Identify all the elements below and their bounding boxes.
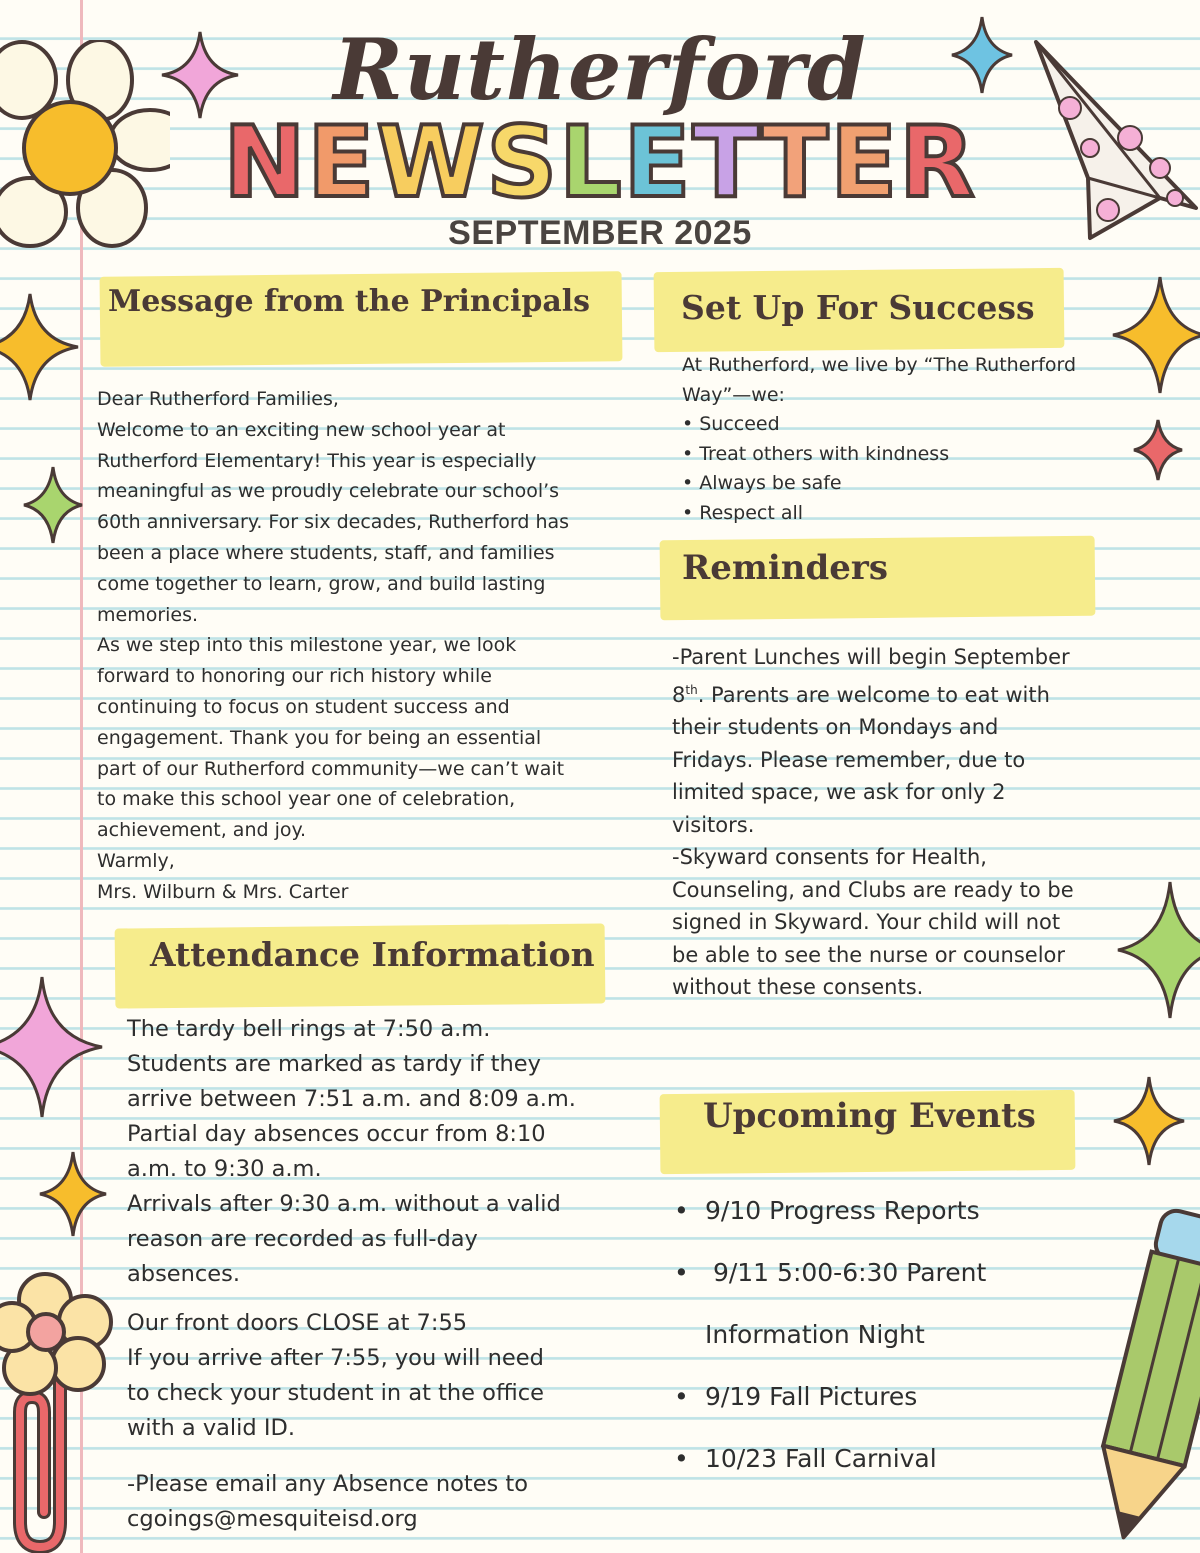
- text-line: signed in Skyward. Your child will not: [672, 910, 1061, 934]
- success-heading: Set Up For Success: [681, 288, 1035, 327]
- attendance-tardy-info: [127, 1012, 576, 1292]
- title-letter: L: [559, 106, 624, 220]
- text-line: their students on Mondays and: [672, 715, 999, 739]
- text-line: Welcome to an exciting new school year at: [97, 418, 506, 441]
- text-line: -Please email any Absence notes to: [127, 1471, 529, 1497]
- text-line: to make this school year one of celebration,: [97, 788, 516, 811]
- bullet-icon: •: [674, 1382, 689, 1411]
- attendance-email-info: [127, 1467, 528, 1537]
- event-text: 9/10 Progress Reports: [705, 1196, 980, 1225]
- text-line: Students are marked as tardy if they: [127, 1051, 541, 1077]
- text-line: The tardy bell rings at 7:50 a.m.: [127, 1016, 491, 1042]
- text-line: 60th anniversary. For six decades, Rutherford has: [97, 511, 570, 534]
- text-line: Dear Rutherford Families,: [97, 388, 339, 410]
- bullet-icon: •: [674, 1258, 689, 1287]
- text-line: achievement, and joy.: [97, 819, 307, 842]
- title-letter: T: [692, 106, 762, 220]
- text-line: with a valid ID.: [127, 1415, 295, 1441]
- text-line: Fridays. Please remember, due to: [672, 747, 1026, 772]
- text-line: At Rutherford, we live by “The Rutherford: [682, 354, 1077, 376]
- reminders-date-line: 8th. Parents are welcome to eat with: [672, 682, 1050, 707]
- school-name-title: Rutherford: [333, 20, 867, 119]
- sparkle-pink-left-icon: [0, 975, 105, 1120]
- event-item: [672, 1366, 986, 1428]
- text-line: Counseling, and Clubs are ready to be: [672, 877, 1074, 902]
- attendance-door-info: [127, 1306, 544, 1446]
- text-line: Partial day absences occur from 8:10: [127, 1121, 546, 1147]
- sparkle-yellow-icon: [0, 292, 80, 402]
- reminders-body: [672, 641, 1074, 1004]
- event-item: [672, 1180, 986, 1242]
- event-item: [672, 1242, 986, 1304]
- text-line: -Parent Lunches will begin September: [672, 645, 1070, 669]
- text-line: absences.: [127, 1261, 240, 1287]
- text-line: If you arrive after 7:55, you will need: [127, 1345, 544, 1371]
- text-line: without these consents.: [672, 975, 924, 999]
- pencil-icon: [1095, 1190, 1200, 1553]
- text-line: • Respect all: [682, 501, 804, 524]
- text-line: • Succeed: [682, 413, 780, 435]
- text-line: Mrs. Wilburn & Mrs. Carter: [97, 880, 349, 903]
- text-line: Warmly,: [97, 849, 175, 872]
- text-line: • Treat others with kindness: [682, 442, 950, 465]
- principals-heading: Message from the Principals: [108, 284, 591, 319]
- reminders-heading: Reminders: [682, 548, 888, 588]
- principals-letter: [97, 384, 569, 908]
- event-text: 9/19 Fall Pictures: [705, 1382, 918, 1411]
- text-line: to check your student in at the office: [127, 1380, 544, 1406]
- text-line: arrive between 7:51 a.m. and 8:09 a.m.: [127, 1086, 576, 1112]
- event-text: 10/23 Fall Carnival: [705, 1444, 937, 1473]
- event-text: Information Night: [705, 1320, 925, 1349]
- text-line: part of our Rutherford community—we can’t wait: [97, 757, 565, 780]
- text-line: Rutherford Elementary! This year is especially: [97, 449, 537, 472]
- title-letter: E: [623, 106, 693, 220]
- text-line: As we step into this milestone year, we look: [97, 634, 517, 657]
- title-letter: R: [899, 106, 977, 220]
- newsletter-title: [0, 108, 1200, 218]
- text-line: forward to honoring our rich history while: [97, 665, 492, 688]
- sparkle-orange-right-icon: [1112, 1075, 1186, 1167]
- text-line: meaningful as we proudly celebrate our school’s: [97, 480, 560, 503]
- attendance-heading: Attendance Information: [150, 935, 595, 974]
- events-list: [672, 1180, 986, 1490]
- title-letter: E: [830, 106, 900, 220]
- issue-date: SEPTEMBER 2025: [448, 214, 752, 252]
- title-letter: W: [376, 106, 487, 220]
- text-line: reason are recorded as full-day: [127, 1226, 478, 1252]
- events-heading: Upcoming Events: [703, 1096, 1036, 1136]
- text-line: • Always be safe: [682, 472, 842, 494]
- sparkle-green-right-icon: [1110, 880, 1200, 1020]
- title-letter: E: [307, 106, 377, 220]
- text-line: be able to see the nurse or counselor: [672, 942, 1066, 967]
- sparkle-orange-icon: [38, 1150, 108, 1238]
- text-line: -Skyward consents for Health,: [672, 845, 987, 869]
- sparkle-red-icon: [1132, 418, 1184, 482]
- text-line: visitors.: [672, 812, 755, 837]
- text-line: a.m. to 9:30 a.m.: [127, 1156, 322, 1182]
- text-line: Arrivals after 9:30 a.m. without a valid: [127, 1191, 561, 1217]
- text-line: been a place where students, staff, and families: [97, 541, 555, 564]
- text-line: memories.: [97, 603, 199, 626]
- title-letter: T: [761, 106, 831, 220]
- flower-paperclip-icon: [0, 1272, 115, 1553]
- text-line: continuing to focus on student success and: [97, 695, 510, 718]
- event-item: [672, 1304, 986, 1366]
- text-line: come together to learn, grow, and build lasting: [97, 572, 546, 595]
- success-list: [682, 351, 1076, 528]
- text-line: limited space, we ask for only 2: [672, 780, 1006, 804]
- title-letter: N: [223, 106, 308, 220]
- sparkle-green-icon: [22, 465, 84, 545]
- text-line: Our front doors CLOSE at 7:55: [127, 1310, 468, 1336]
- title-letter: S: [486, 106, 560, 220]
- sparkle-yellow-right-icon: [1105, 275, 1200, 395]
- event-item: [672, 1428, 986, 1490]
- text-line: Way”—we:: [682, 383, 785, 406]
- text-line: engagement. Thank you for being an essential: [97, 726, 542, 749]
- event-text: 9/11 5:00-6:30 Parent: [705, 1258, 987, 1287]
- text-line: cgoings@mesquiteisd.org: [127, 1506, 418, 1532]
- bullet-icon: •: [674, 1444, 689, 1473]
- bullet-icon: •: [674, 1196, 689, 1225]
